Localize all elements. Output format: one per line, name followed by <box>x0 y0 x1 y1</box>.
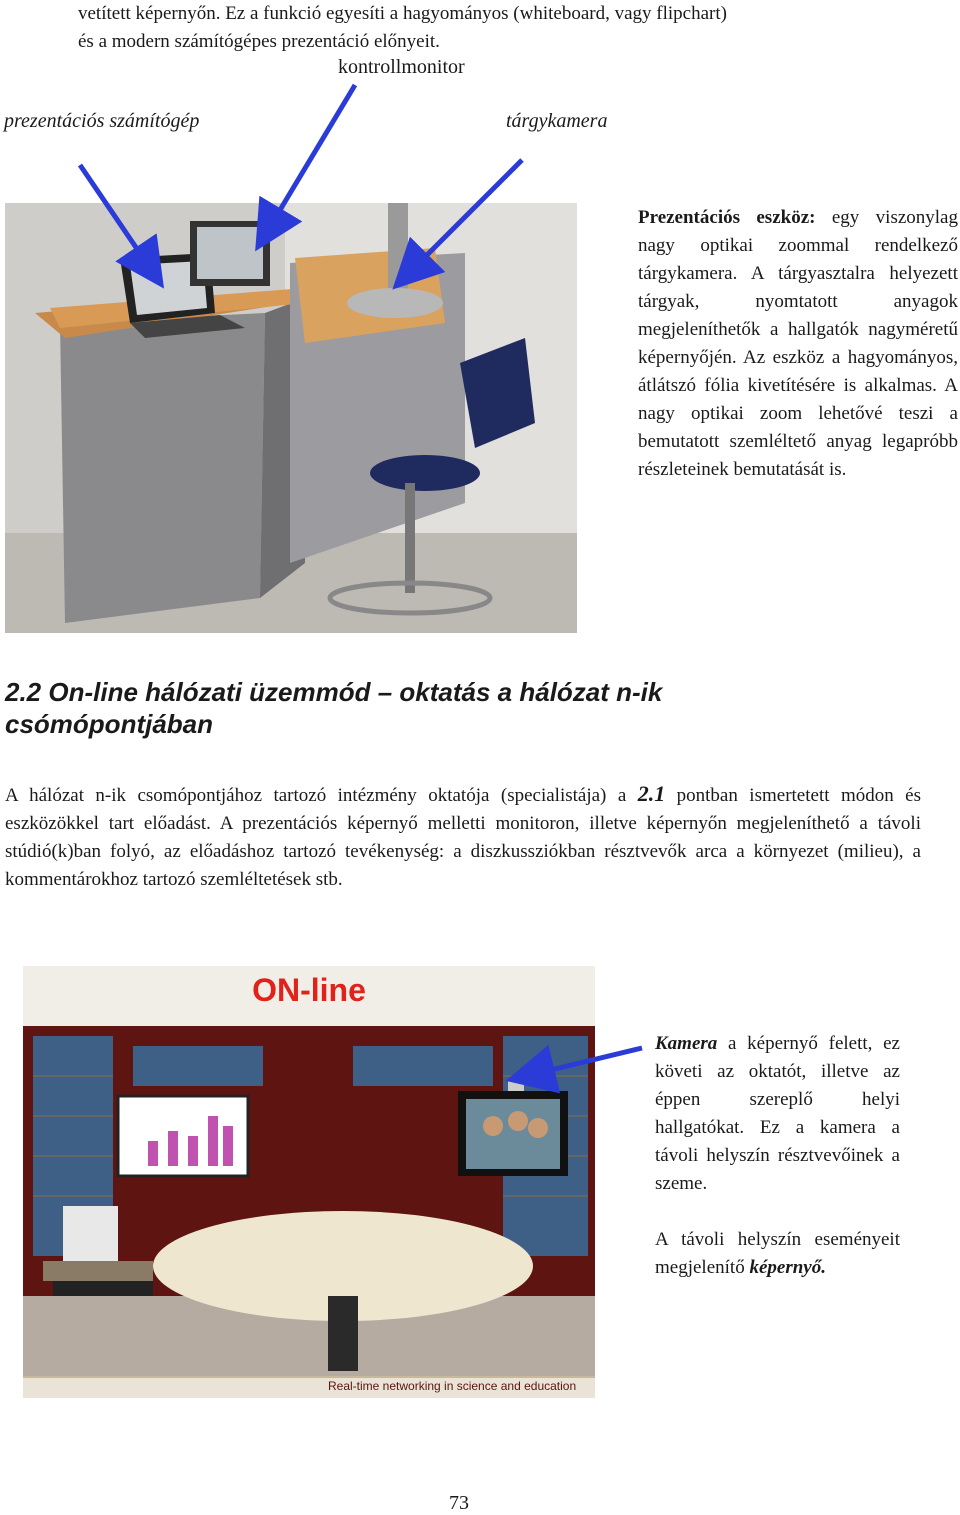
paragraph-part-1: A hálózat n-ik csomópontjához tartozó intézmény oktatója (specialistája) a <box>5 785 638 806</box>
label-prezentacios-szamitogep: prezentációs számítógép <box>4 110 200 132</box>
presentation-device-body: egy viszonylag nagy optikai zoommal rendelkező tárgykamera. A tárgyasztalra helyezett tárgyak, nyomtatott anyagok megjeleníthetők a hallgatók nagyméretű képernyőjén. Az eszköz a hagyományos, átlátszó fólia kivetítésére is alkalmas. A nagy optikai zoom lehetővé teszi a bemutatott szemléltető anyag legapróbb részleteinek bemutatását is. <box>638 207 958 480</box>
presentation-device-text <box>638 204 958 484</box>
intro-line-2: és a modern számítógépes prezentáció előnyeit. <box>78 31 440 52</box>
screen-body: A távoli helyszín eseményeit megjelenítő <box>655 1229 900 1278</box>
screen-word: képernyő. <box>749 1257 826 1278</box>
screen-text <box>655 1226 900 1282</box>
paragraph-section-ref: 2.1 <box>637 781 666 806</box>
section-heading-line-2: csómópontjában <box>5 709 214 739</box>
label-targykamera: tárgykamera <box>506 110 608 132</box>
intro-line-1: vetített képernyőn. Ez a funkció egyesíti a hagyományos (whiteboard, vagy flipchart) <box>78 3 727 24</box>
camera-word: Kamera <box>655 1033 718 1054</box>
camera-body: a képernyő felett, ez követi az oktatót, illetve az éppen szereplő helyi hallgatókat. Ez a kamera a távoli helyszín résztvevőinek a szeme. <box>655 1033 900 1194</box>
section-paragraph <box>5 780 921 894</box>
label-kontrollmonitor: kontrollmonitor <box>338 56 465 78</box>
section-heading-line-1: 2.2 On-line hálózati üzemmód – oktatás a hálózat n-ik <box>5 677 663 707</box>
presentation-device-title: Prezentációs eszköz: <box>638 207 816 228</box>
paragraph-part-2: pontban ismertetett módon és eszközökkel tart előadást. A prezentációs képernyő melletti monitoron, illetve képernyőn megjeleníthető a távoli stúdió(k)ban folyó, az előadáshoz tartozó tevékenység: a diszkussziókban résztvevők arca a környezet (milieu), a kommentárokhoz tartozó szemléltetések stb. <box>5 785 921 890</box>
online-footer: Real-time networking in science and education <box>328 1379 577 1393</box>
page-number: 73 <box>449 1492 469 1514</box>
camera-text <box>655 1030 900 1198</box>
online-title: ON-line <box>252 972 366 1008</box>
